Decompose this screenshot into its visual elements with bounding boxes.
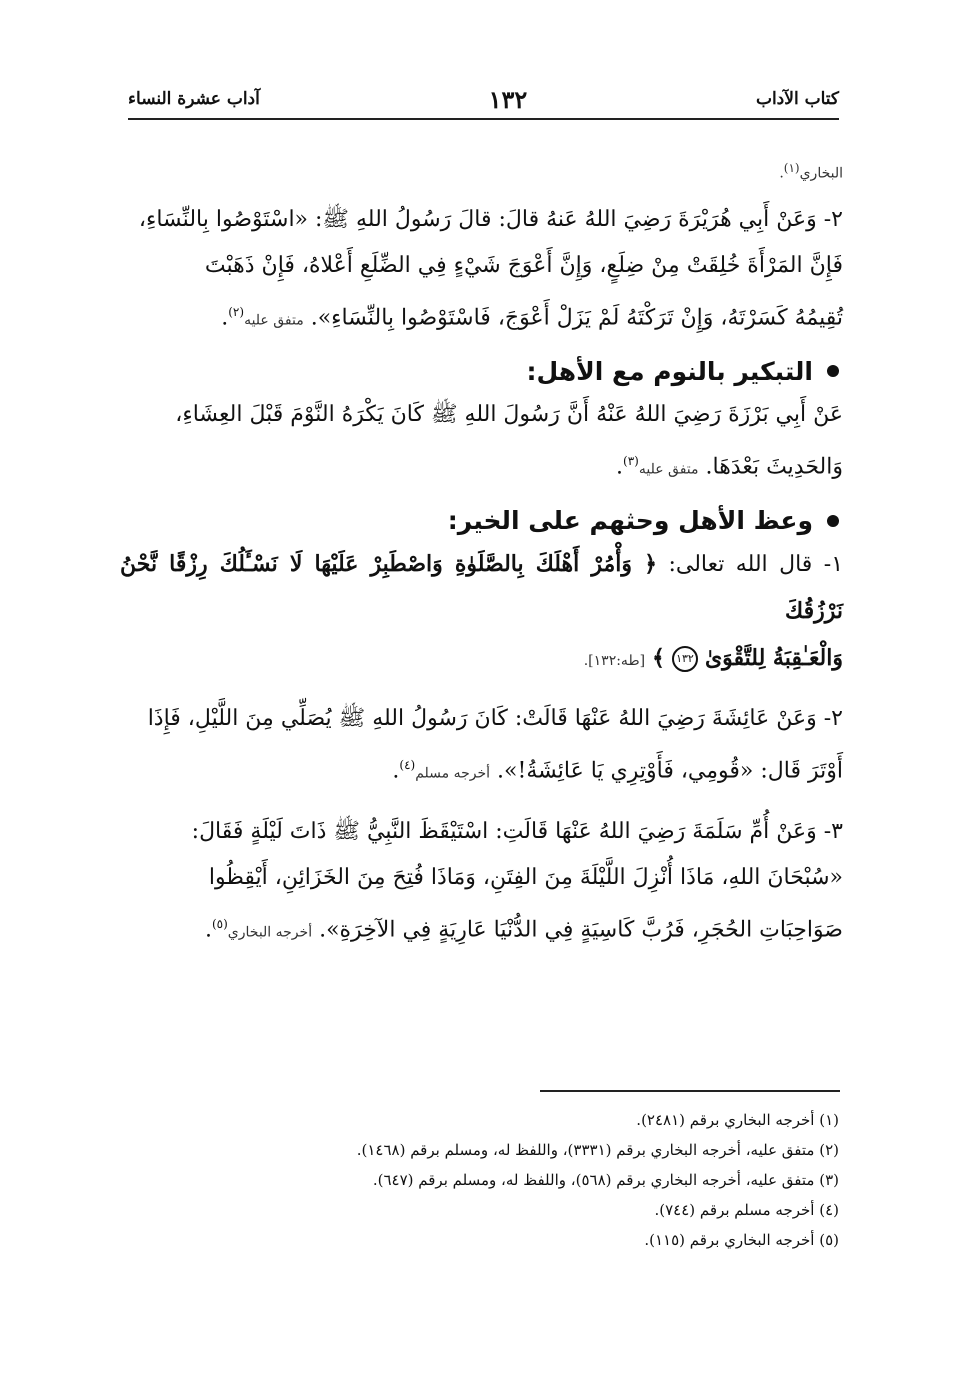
hadith-barza-source: متفق عليه (638, 461, 699, 478)
quran-citation: [طه:١٣٢]. (583, 653, 646, 670)
item-2-line-2: أَوْتَرَ قَال: «قُومِي، فَأَوْتِرِي يَا عَائِشَةُ!». أخرجه مسلم$^{(٤)}$. (392, 758, 843, 784)
hadith-barza (120, 392, 843, 492)
running-header (128, 84, 839, 120)
footnote-ref-1: (١) (783, 161, 800, 175)
item-3-line-1: ٣- وَعَنْ أُمِّ سَلَمَةَ رَضِيَ اللهُ عَنْهَا قَالَتِ: اسْتَيْقَظَ النَّبِيُّ ﷺ ذَاتَ لَيْلَةٍ فَقَالَ: (191, 818, 843, 844)
footnote-divider (540, 1090, 840, 1092)
footnote-4: (٤) أخرجه مسلم برقم (٧٤٤). (654, 1201, 839, 1219)
footnote-3: (٣) متفق عليه، أخرجه البخاري برقم (٥٦٨)، واللفظ له، ومسلم برقم (٦٤٧). (372, 1171, 839, 1189)
hadith-2-line-2: فَإِنَّ المَرْأَةَ خُلِقَتْ مِنْ ضِلَعٍ، وَإِنَّ أَعْوَجَ شَيْءٍ فِي الضِّلَعِ أَعْلاهُ، فَإِنْ ذَهَبْتَ (204, 252, 843, 278)
footnote-ref-3: (٣) (623, 453, 639, 468)
page-number: ١٣٢ (488, 84, 528, 114)
item-3-line-3: صَوَاحِبَاتِ الحُجَرِ، فَرُبَّ كَاسِيَةٍ فِي الدُّنْيَا عَارِيَةٍ فِي الآخِرَةِ». أخرجه البخاري$^{(٥)}$. (204, 916, 843, 942)
chapter-title: آداب عشرة النساء (128, 89, 260, 109)
item-2 (120, 696, 843, 796)
main-text (120, 145, 843, 955)
footnotes (357, 1105, 839, 1255)
footnote-ref-4: (٤) (399, 758, 416, 773)
item-3-source: أخرجه البخاري (227, 923, 313, 940)
hadith-2-source: متفق عليه (244, 311, 304, 328)
item-2-line-2-text: أَوْتَرَ قَال: «قُومِي، فَأَوْتِرِي يَا عَائِشَةُ!». (497, 758, 843, 784)
hadith-barza-line-2: وَالحَدِيثَ بَعْدَهَا. متفق عليه$^{(٣)}$. (616, 453, 843, 480)
hadith-barza-line-1: عَنْ أَبِي بَرْزَةَ رَضِيَ اللهُ عَنْهُ أَنَّ رَسُولَ اللهِ ﷺ كَانَ يَكْرَهُ النَّوْمَ قَبْلَ العِشَاءِ، (175, 401, 843, 427)
footnote-ref-2: (٢) (228, 304, 245, 319)
quran-verse-close: ﴾ (652, 645, 665, 672)
hadith-2 (120, 197, 843, 343)
hadith-2-line-3: تُقِيمُهُ كَسَرْتَهُ، وَإِنْ تَرَكْتَهُ لَمْ يَزَلْ أَعْوَجَ، فَاسْتَوْصُوا بِالنِّسَاءِ». متفق عليه$^{(٢)}$. (221, 304, 843, 330)
hadith-barza-line-2-text: وَالحَدِيثَ بَعْدَهَا. (705, 454, 843, 480)
carry-source-text: البخاري (799, 165, 843, 182)
footnote-1: (١) أخرجه البخاري برقم (٢٤٨١). (636, 1111, 839, 1129)
bullet-icon (827, 515, 839, 527)
hadith-2-line-3-text: تُقِيمُهُ كَسَرْتَهُ، وَإِنْ تَرَكْتَهُ لَمْ يَزَلْ أَعْوَجَ، فَاسْتَوْصُوا بِالنِّسَاءِ». (310, 304, 843, 330)
bullet-icon (827, 365, 839, 377)
carry-over-source: البخاري(١). (779, 161, 843, 182)
item-2-line-1: ٢- وَعَنْ عَائِشَةَ رَضِيَ اللهُ عَنْهَا قَالَتْ: كَانَ رَسُولُ اللهِ ﷺ يُصَلِّي مِنَ اللَّيْلِ، فَإِذَا (147, 706, 843, 732)
section-heading-1-text: التبكير بالنوم مع الأهل: (526, 356, 813, 386)
item-1-line-1 (120, 541, 843, 635)
quran-verse-part-2: وَالْعَـٰقِبَةُ لِلتَّقْوَىٰ (704, 645, 843, 672)
item-1-intro: ١- قال الله تعالى: (668, 552, 844, 578)
ayah-number-marker: ١٣٢ (672, 646, 698, 672)
item-3 (120, 809, 843, 955)
footnote-2: (٢) متفق عليه، أخرجه البخاري برقم (٣٣٣١)، واللفظ له، ومسلم برقم (١٤٦٨). (356, 1141, 839, 1159)
book-title: كتاب الآداب (755, 89, 839, 109)
item-3-line-2: «سُبْحَانَ اللهِ، مَاذَا أُنْزِلَ اللَّيْلَةَ مِنَ الفِتَنِ، وَمَاذَا فُتِحَ مِنَ الخَزَائِنِ، أَيْقِظُوا (208, 864, 843, 890)
item-1-line-2 (120, 635, 843, 684)
section-heading-2-text: وعظ الأهل وحثهم على الخير: (447, 506, 813, 536)
footnote-ref-5: (٥) (211, 916, 228, 931)
item-3-line-3-text: صَوَاحِبَاتِ الحُجَرِ، فَرُبَّ كَاسِيَةٍ فِي الدُّنْيَا عَارِيَةٍ فِي الآخِرَةِ». (319, 916, 843, 942)
hadith-2-line-1: ٢- وَعَنْ أَبِي هُرَيْرَةَ رَضِيَ اللهُ عَنهُ قالَ: قالَ رَسُولُ اللهِ ﷺ: «اسْتَوْصُوا بِالنِّسَاءِ، (138, 206, 843, 232)
item-2-source: أخرجه مسلم (415, 765, 491, 782)
section-heading-admonish-family (120, 506, 843, 535)
item-1-quran (120, 541, 843, 684)
section-heading-early-sleep (120, 357, 843, 386)
spacer (120, 684, 843, 696)
spacer (120, 797, 843, 809)
quran-verse-part-1: ﴿ وَأْمُرْ أَهْلَكَ بِالصَّلَوٰةِ وَاصْطَبِرْ عَلَيْهَا لَا نَسْـَٔلُكَ رِزْقًا نَّحْنُ نَرْزُقُكَ (120, 551, 843, 625)
footnote-5: (٥) أخرجه البخاري برقم (١١٥). (644, 1231, 839, 1249)
